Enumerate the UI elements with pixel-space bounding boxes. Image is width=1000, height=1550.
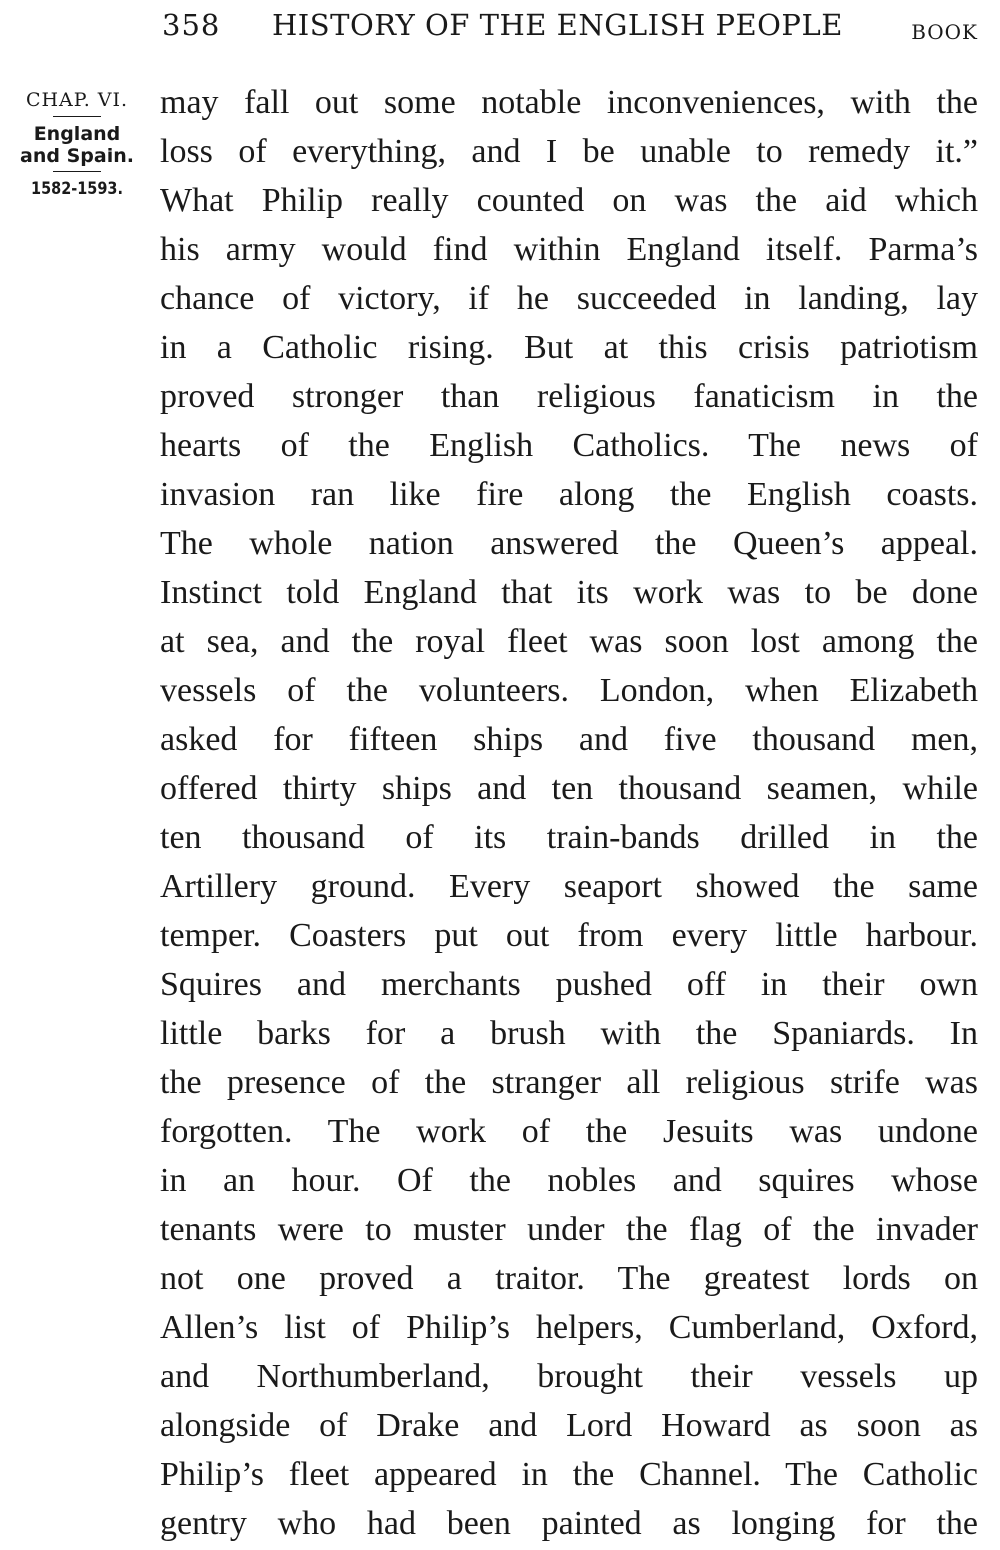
text-line: may fall out some notable inconveniences, with the — [160, 84, 978, 121]
margin-rule-2 — [53, 171, 101, 172]
running-head — [0, 6, 1000, 46]
margin-notes — [8, 88, 146, 200]
text-line: asked for fifteen ships and five thousand men, — [160, 721, 978, 758]
text-line: temper. Coasters put out from every little harbour. — [160, 917, 978, 954]
text-line: offered thirty ships and ten thousand seamen, while — [160, 770, 978, 807]
text-line: Instinct told England that its work was to be done — [160, 574, 978, 611]
text-line: The whole nation answered the Queen’s appeal. — [160, 525, 978, 562]
text-line: tenants were to muster under the flag of the invader — [160, 1211, 978, 1248]
text-line: invasion ran like fire along the English coasts. — [160, 476, 978, 513]
text-line: in a Catholic rising. But at this crisis patriotism — [160, 329, 978, 366]
text-line: in an hour. Of the nobles and squires whose — [160, 1162, 978, 1199]
text-line: the presence of the stranger all religious strife was — [160, 1064, 978, 1101]
text-line: forgotten. The work of the Jesuits was undone — [160, 1113, 978, 1150]
text-line: hearts of the English Catholics. The news of — [160, 427, 978, 464]
running-title: HISTORY OF THE ENGLISH PEOPLE — [272, 8, 843, 42]
text-line: Philip’s fleet appeared in the Channel. The Catholic — [160, 1456, 978, 1493]
text-line: his army would find within England itself. Parma’s — [160, 231, 978, 268]
text-line: vessels of the volunteers. London, when Elizabeth — [160, 672, 978, 709]
text-line: little barks for a brush with the Spaniards. In — [160, 1015, 978, 1052]
topic-line-2: and Spain. — [20, 145, 134, 167]
body-text — [160, 78, 978, 1548]
text-line: Squires and merchants pushed off in their own — [160, 966, 978, 1003]
text-line: proved stronger than religious fanaticism in the — [160, 378, 978, 415]
page-number: 358 — [162, 8, 221, 42]
text-line: Allen’s list of Philip’s helpers, Cumberland, Oxford, — [160, 1309, 978, 1346]
text-line: chance of victory, if he succeeded in landing, lay — [160, 280, 978, 317]
text-line: alongside of Drake and Lord Howard as soon as — [160, 1407, 978, 1444]
margin-rule-1 — [53, 116, 101, 117]
text-line: ten thousand of its train-bands drilled in the — [160, 819, 978, 856]
running-book-label: BOOK — [911, 20, 978, 44]
topic-line-1: England — [33, 123, 121, 145]
chapter-label: CHAP. VI. — [25, 89, 129, 111]
text-line: gentry who had been painted as longing for the — [160, 1505, 978, 1542]
text-line: not one proved a traitor. The greatest lords on — [160, 1260, 978, 1297]
years-label: 1582-1593. — [31, 179, 123, 199]
text-line: loss of everything, and I be unable to remedy it.” — [160, 133, 978, 170]
text-line: Artillery ground. Every seaport showed the same — [160, 868, 978, 905]
text-line: and Northumberland, brought their vessels up — [160, 1358, 978, 1395]
text-line: What Philip really counted on was the aid which — [160, 182, 978, 219]
text-line: at sea, and the royal fleet was soon lost among the — [160, 623, 978, 660]
